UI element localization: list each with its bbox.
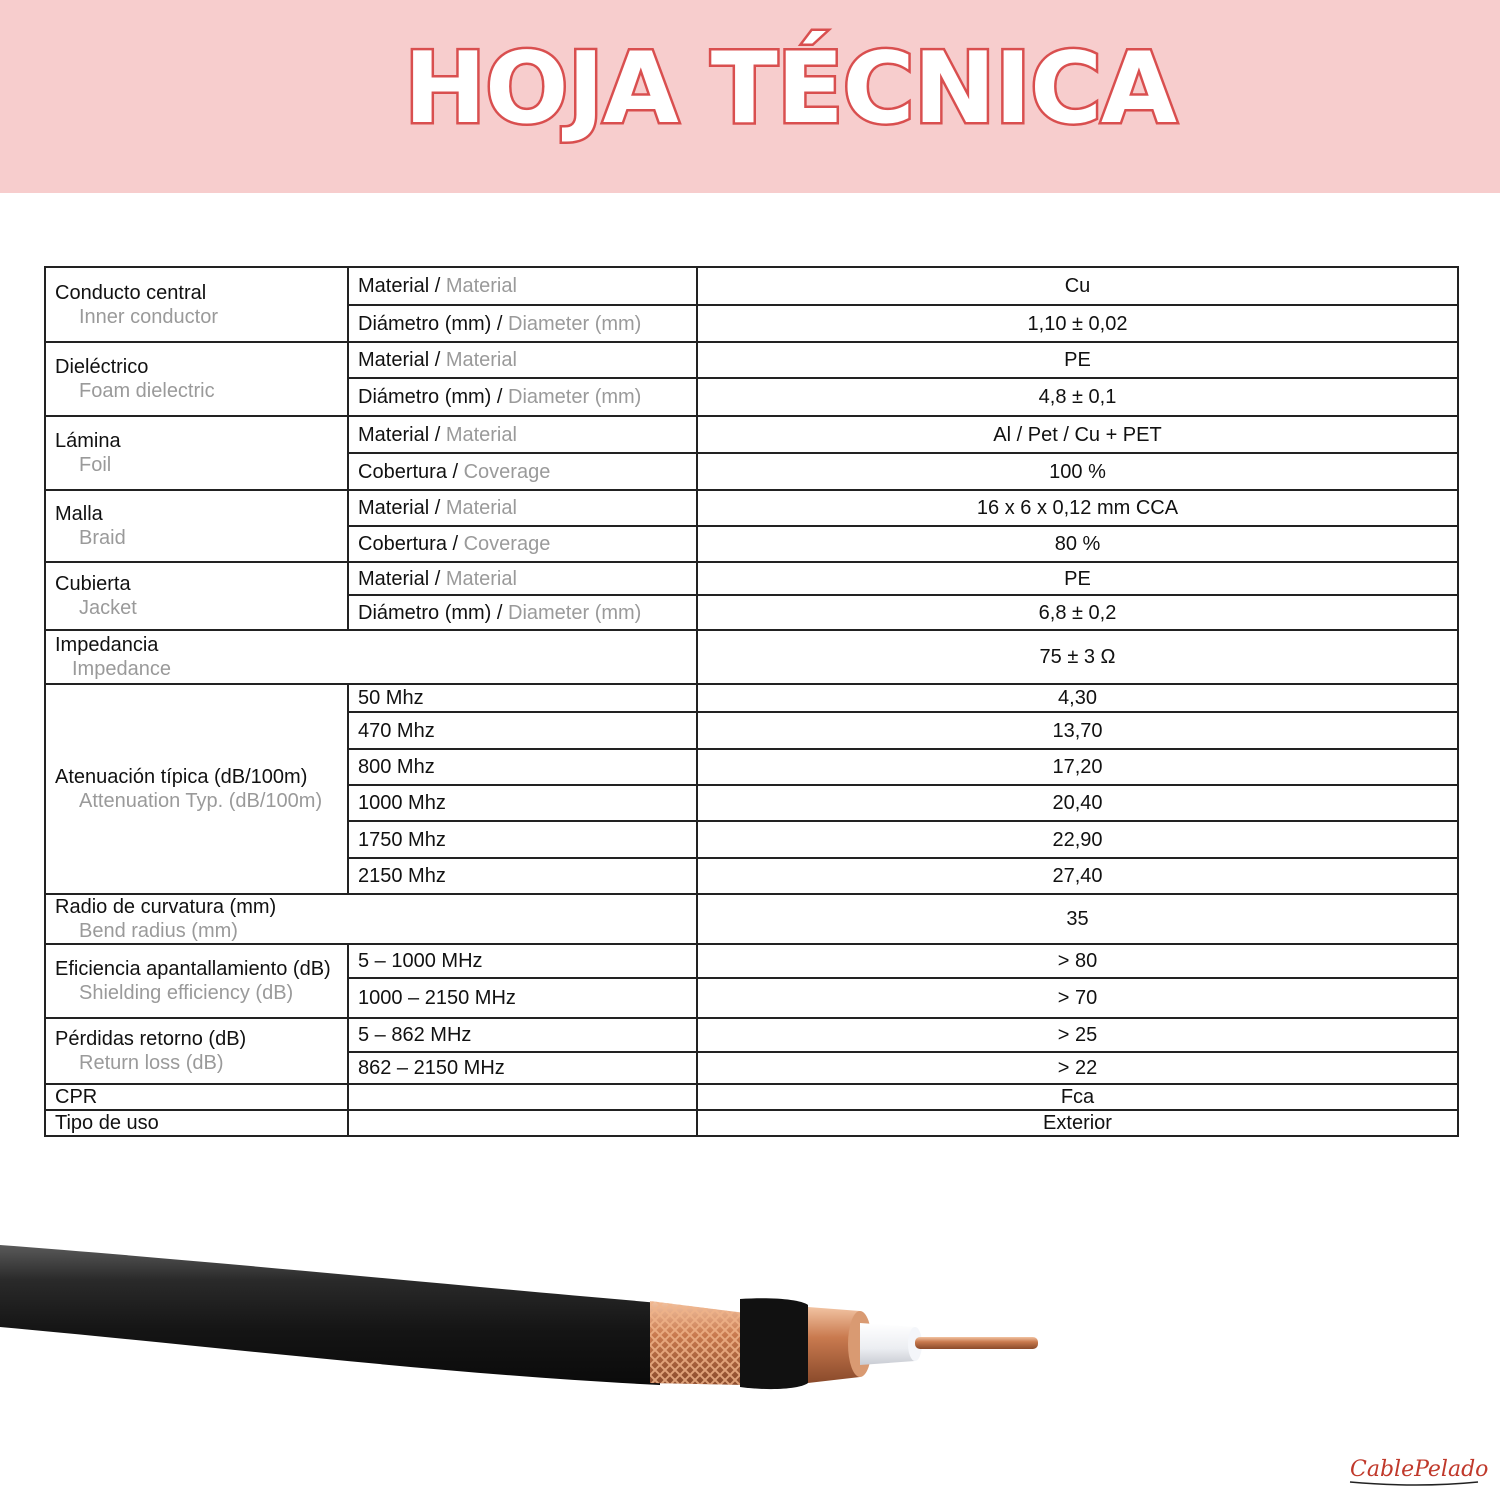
spec-property: 50 Mhz [348, 684, 697, 712]
table-row [45, 490, 1458, 526]
spec-value: Fca [697, 1084, 1458, 1110]
spec-category [45, 562, 348, 630]
spec-category [45, 894, 697, 944]
category-label-en: Inner conductor [79, 305, 218, 328]
table-row [45, 944, 1458, 978]
table-row [45, 1018, 1458, 1052]
spec-property: 470 Mhz [348, 712, 697, 749]
spec-property: Material / Material [348, 490, 697, 526]
spec-value: > 25 [697, 1018, 1458, 1052]
spec-property: Diámetro (mm) / Diameter (mm) [348, 305, 697, 342]
spec-category [45, 416, 348, 490]
spec-category: CPR [45, 1084, 348, 1110]
spec-property: 5 – 1000 MHz [348, 944, 697, 978]
spec-value: Al / Pet / Cu + PET [697, 416, 1458, 453]
spec-value: 4,30 [697, 684, 1458, 712]
spec-property: 862 – 2150 MHz [348, 1052, 697, 1084]
spec-value: 27,40 [697, 858, 1458, 894]
spec-value: 20,40 [697, 785, 1458, 821]
spec-value: 80 % [697, 526, 1458, 562]
spec-value: 100 % [697, 453, 1458, 490]
table-row [45, 267, 1458, 305]
brand-logo [1348, 1450, 1488, 1490]
table-row [45, 562, 1458, 595]
spec-property: Cobertura / Coverage [348, 526, 697, 562]
spec-property [348, 1084, 697, 1110]
spec-category [45, 1018, 348, 1084]
category-label-es: Cubierta [55, 573, 131, 595]
spec-value: Exterior [697, 1110, 1458, 1136]
spec-value: Cu [697, 267, 1458, 305]
spec-property: Cobertura / Coverage [348, 453, 697, 490]
spec-value: PE [697, 342, 1458, 378]
spec-value: 6,8 ± 0,2 [697, 595, 1458, 630]
spec-category [45, 630, 697, 684]
table-row [45, 1110, 1458, 1136]
spec-value: 16 x 6 x 0,12 mm CCA [697, 490, 1458, 526]
spec-category [45, 944, 348, 1018]
table-row [45, 1084, 1458, 1110]
category-label-en: Impedance [72, 658, 171, 680]
spec-value: 35 [697, 894, 1458, 944]
table-row [45, 684, 1458, 712]
spec-value: 22,90 [697, 821, 1458, 858]
category-label-es: Malla [55, 503, 103, 525]
category-label-es: Dieléctrico [55, 356, 149, 378]
header-banner [0, 0, 1500, 193]
spec-table [44, 266, 1459, 1137]
spec-category [45, 342, 348, 416]
spec-category [45, 490, 348, 562]
spec-property: Material / Material [348, 562, 697, 595]
category-label-en: Return loss (dB) [79, 1052, 224, 1074]
logo-text: CablePelado [1350, 1457, 1488, 1482]
spec-property: 5 – 862 MHz [348, 1018, 697, 1052]
spec-property: 1000 – 2150 MHz [348, 978, 697, 1018]
category-label-en: Bend radius (mm) [79, 920, 238, 942]
category-label-es: Radio de curvatura (mm) [55, 896, 277, 918]
spec-value: > 80 [697, 944, 1458, 978]
table-row [45, 342, 1458, 378]
category-label-es: Eficiencia apantallamiento (dB) [55, 958, 331, 980]
spec-value: 17,20 [697, 749, 1458, 785]
spec-category [45, 684, 348, 894]
category-label-es: Conducto central [55, 281, 207, 304]
coaxial-cable-image [0, 1215, 1120, 1405]
spec-property: Material / Material [348, 416, 697, 453]
spec-property: Diámetro (mm) / Diameter (mm) [348, 378, 697, 416]
spec-category [45, 267, 348, 342]
page-title: HOJA TÉCNICA [404, 32, 1176, 146]
category-label-en: Attenuation Typ. (dB/100m) [79, 790, 323, 812]
table-row [45, 894, 1458, 944]
table-row [45, 630, 1458, 684]
spec-property: 1750 Mhz [348, 821, 697, 858]
spec-property: Diámetro (mm) / Diameter (mm) [348, 595, 697, 630]
spec-value: 4,8 ± 0,1 [697, 378, 1458, 416]
category-label-en: Foam dielectric [79, 380, 215, 402]
spec-value: > 22 [697, 1052, 1458, 1084]
spec-property: 2150 Mhz [348, 858, 697, 894]
spec-property: 800 Mhz [348, 749, 697, 785]
category-label-en: Shielding efficiency (dB) [79, 982, 294, 1004]
category-label-en: Jacket [79, 597, 137, 619]
spec-value: 1,10 ± 0,02 [697, 305, 1458, 342]
category-label-es: Impedancia [55, 634, 159, 656]
spec-property: 1000 Mhz [348, 785, 697, 821]
category-label-es: Pérdidas retorno (dB) [55, 1028, 247, 1050]
spec-property [348, 1110, 697, 1136]
spec-property: Material / Material [348, 267, 697, 305]
spec-category: Tipo de uso [45, 1110, 348, 1136]
spec-value: 75 ± 3 Ω [697, 630, 1458, 684]
category-label-es: Lámina [55, 430, 121, 452]
spec-value: 13,70 [697, 712, 1458, 749]
category-label-en: Foil [79, 454, 112, 476]
spec-value: PE [697, 562, 1458, 595]
table-row [45, 416, 1458, 453]
category-label-en: Braid [79, 527, 126, 549]
spec-property: Material / Material [348, 342, 697, 378]
spec-value: > 70 [697, 978, 1458, 1018]
category-label-es: Atenuación típica (dB/100m) [55, 766, 308, 788]
